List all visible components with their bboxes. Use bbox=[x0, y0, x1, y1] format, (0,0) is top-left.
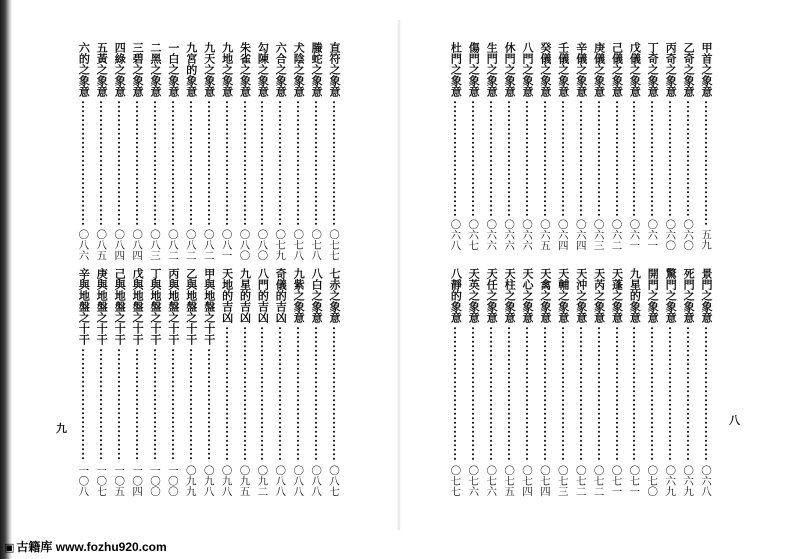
toc-dot-leader bbox=[136, 100, 138, 226]
toc-dot-leader bbox=[315, 100, 317, 226]
toc-dot-leader bbox=[633, 326, 635, 462]
toc-entry-title: 甲與地盤之十干 bbox=[202, 268, 216, 345]
toc-entry-page: 〇八一 bbox=[220, 228, 233, 260]
toc-entry-title: 己與地盤之十干 bbox=[113, 268, 127, 345]
toc-entry-title: 庚儀之象意 bbox=[592, 42, 606, 97]
toc-entry-page: 一〇五 bbox=[113, 464, 126, 496]
toc-entry-title: 天任之象意 bbox=[485, 268, 499, 323]
toc-dot-leader bbox=[297, 326, 299, 462]
toc-entry-title: 天芮之象意 bbox=[592, 268, 606, 323]
toc-entry-title: 七赤之象意 bbox=[328, 268, 341, 323]
toc-dot-leader bbox=[244, 100, 246, 226]
toc-entry-page: 〇六九 bbox=[664, 464, 677, 496]
toc-entry-title: 直符之象意 bbox=[328, 42, 341, 97]
toc-entry bbox=[664, 42, 676, 250]
toc-entry-title: 八門的吉凶 bbox=[256, 268, 270, 323]
toc-entry-page: 〇七八 bbox=[292, 228, 305, 260]
toc-entry-title: 六的之象意 bbox=[77, 42, 91, 97]
toc-entry-title: 休門之象意 bbox=[503, 42, 517, 97]
toc-dot-leader bbox=[208, 348, 210, 462]
toc-entry-page: 〇九二 bbox=[256, 464, 269, 496]
toc-entry bbox=[95, 268, 107, 496]
toc-entry-title: 八靜的象意 bbox=[449, 268, 463, 323]
toc-entry-title: 丙奇之象意 bbox=[664, 42, 678, 97]
toc-entry bbox=[203, 268, 215, 496]
toc-entry bbox=[611, 42, 623, 250]
toc-entry-page: 〇八八 bbox=[310, 464, 323, 496]
toc-entry-title: 天沖之象意 bbox=[574, 268, 588, 323]
toc-entry bbox=[221, 268, 233, 496]
toc-entry-title: 丁與地盤之十干 bbox=[149, 268, 162, 345]
toc-entry-title: 癸儀之象意 bbox=[538, 42, 552, 97]
toc-entry-page: 〇六三 bbox=[592, 218, 605, 250]
toc-dot-leader bbox=[616, 326, 618, 462]
toc-dot-leader bbox=[669, 100, 671, 216]
toc-entry-page: 〇六一 bbox=[646, 218, 659, 250]
toc-entry bbox=[167, 42, 179, 260]
toc-entry-page: 〇六八 bbox=[700, 464, 712, 496]
toc-entry bbox=[628, 268, 640, 496]
toc-entry bbox=[557, 42, 569, 250]
toc-entry-page: 〇八四 bbox=[131, 228, 144, 260]
toc-entry bbox=[449, 268, 461, 496]
toc-entry bbox=[539, 42, 551, 250]
toc-dot-leader bbox=[118, 348, 120, 462]
toc-entry-page: 〇六一 bbox=[628, 218, 641, 250]
toc-entry-title: 辛儀之象意 bbox=[574, 42, 588, 97]
toc-entry-title: 九天之象意 bbox=[202, 42, 216, 97]
toc-entry bbox=[467, 268, 479, 496]
toc-dot-leader bbox=[226, 100, 228, 226]
page-gutter bbox=[397, 20, 401, 530]
toc-entry bbox=[274, 42, 286, 260]
toc-entry-page: 〇八〇 bbox=[238, 228, 251, 260]
toc-entry bbox=[185, 268, 197, 496]
toc-dot-leader bbox=[490, 326, 492, 462]
toc-entry-title: 九宮的象意 bbox=[184, 42, 198, 97]
toc-entry-title: 乙與地盤之十干 bbox=[184, 268, 198, 345]
toc-entry bbox=[203, 42, 215, 260]
toc-entry-page: 〇七四 bbox=[521, 464, 533, 496]
toc-entry bbox=[239, 42, 251, 260]
toc-entry-page: 〇八八 bbox=[274, 464, 287, 496]
toc-entry bbox=[328, 268, 340, 496]
toc-entry bbox=[664, 268, 676, 496]
toc-entry-page: 五九 bbox=[700, 229, 712, 250]
toc-entry-title: 甲首之象意 bbox=[700, 42, 713, 97]
toc-dot-leader bbox=[669, 326, 671, 462]
toc-entry bbox=[539, 268, 551, 496]
toc-entry-title: 天地的吉凶 bbox=[220, 268, 234, 323]
toc-entry-title: 辛與地盤之十干 bbox=[77, 268, 91, 345]
toc-entry-title: 九星的象意 bbox=[628, 268, 642, 323]
toc-entry-page: 〇九八 bbox=[202, 464, 215, 496]
toc-dot-leader bbox=[526, 100, 528, 216]
toc-dot-leader bbox=[100, 348, 102, 462]
watermark-url: www.fozhu920.com bbox=[55, 540, 167, 554]
toc-entry-title: 天心之象意 bbox=[521, 268, 534, 323]
toc-dot-leader bbox=[315, 326, 317, 462]
toc-dot-leader bbox=[490, 100, 492, 216]
toc-entry-title: 開門之象意 bbox=[646, 268, 660, 323]
toc-entry bbox=[503, 268, 515, 496]
toc-dot-leader bbox=[190, 100, 192, 226]
toc-entry bbox=[131, 268, 143, 496]
toc-dot-leader bbox=[118, 100, 120, 226]
toc-entry-title: 壬儀之象意 bbox=[556, 42, 570, 97]
toc-entry-page: 〇七九 bbox=[274, 228, 287, 260]
toc-entry-title: 四綠之象意 bbox=[113, 42, 127, 97]
toc-entry-page: 〇六八 bbox=[449, 218, 462, 250]
toc-entry-page: 〇六九 bbox=[682, 464, 695, 496]
toc-dot-leader bbox=[82, 100, 84, 226]
toc-entry-page: 〇八八 bbox=[292, 464, 305, 496]
toc-dot-leader bbox=[598, 326, 600, 462]
toc-dot-leader bbox=[454, 100, 456, 216]
toc-entry-page: 〇六七 bbox=[467, 218, 480, 250]
toc-entry-title: 丁奇之象意 bbox=[646, 42, 660, 97]
toc-dot-leader bbox=[580, 100, 582, 216]
toc-entry bbox=[274, 268, 286, 496]
toc-entry bbox=[328, 42, 340, 260]
book-spine-shadow bbox=[0, 0, 15, 559]
toc-entry-title: 朱雀之象意 bbox=[238, 42, 252, 97]
watermark-footer bbox=[4, 538, 167, 555]
toc-entry-page: 〇七二 bbox=[574, 464, 587, 496]
toc-dot-leader bbox=[333, 326, 335, 462]
toc-entry-page: 〇八七 bbox=[328, 464, 340, 496]
toc-entry bbox=[113, 42, 125, 260]
toc-dot-leader bbox=[82, 348, 84, 462]
toc-entry-title: 奇儀的吉凶 bbox=[274, 268, 288, 323]
toc-entry-title: 九星的吉凶 bbox=[238, 268, 252, 323]
toc-entry-title: 傷門之象意 bbox=[467, 42, 481, 97]
toc-entry-page: 〇八五 bbox=[95, 228, 108, 260]
toc-entry bbox=[575, 42, 587, 250]
toc-entry bbox=[167, 268, 179, 496]
toc-entry-title: 杜門之象意 bbox=[449, 42, 463, 97]
toc-entry-page: 〇七七 bbox=[328, 228, 340, 260]
toc-entry bbox=[485, 268, 497, 496]
watermark-site-name: 古籍库 bbox=[16, 540, 53, 554]
toc-entry-page: 〇八二 bbox=[184, 228, 197, 260]
toc-dot-leader bbox=[598, 100, 600, 216]
toc-entry bbox=[256, 268, 268, 496]
toc-entry-page: 〇七一 bbox=[610, 464, 623, 496]
toc-entry bbox=[239, 268, 251, 496]
toc-entry-title: 死門之象意 bbox=[682, 268, 696, 323]
toc-dot-leader bbox=[279, 326, 281, 462]
toc-dot-leader bbox=[261, 100, 263, 226]
toc-entry-page: 〇七六 bbox=[467, 464, 480, 496]
toc-dot-leader bbox=[651, 326, 653, 462]
toc-entry-title: 丙與地盤之十干 bbox=[166, 268, 180, 345]
toc-entry-page: 〇七五 bbox=[503, 464, 516, 496]
toc-entry bbox=[149, 42, 161, 260]
toc-entry-page: 〇七七 bbox=[449, 464, 462, 496]
toc-entry-page: 〇九五 bbox=[238, 464, 251, 496]
toc-entry bbox=[646, 268, 658, 496]
toc-entry bbox=[310, 42, 322, 260]
page-number-right: 八 bbox=[729, 414, 740, 427]
toc-entry-page: 一〇四 bbox=[131, 464, 144, 496]
toc-entry-page: 〇八三 bbox=[149, 228, 161, 260]
toc-entry-page: 一〇八 bbox=[77, 464, 90, 496]
toc-entry bbox=[503, 42, 515, 250]
toc-entry-page: 一〇〇 bbox=[149, 464, 161, 496]
toc-entry-title: 戊儀之象意 bbox=[628, 42, 642, 97]
toc-entry-title: 生門之象意 bbox=[485, 42, 499, 97]
toc-entry-title: 己儀之象意 bbox=[610, 42, 624, 97]
toc-entry bbox=[700, 268, 712, 496]
toc-entry-page: 〇七二 bbox=[592, 464, 605, 496]
toc-entry-page: 〇六六 bbox=[503, 218, 516, 250]
page-number-left: 九 bbox=[56, 422, 67, 435]
toc-entry-title: 天蓬之象意 bbox=[610, 268, 624, 323]
toc-entry-page: 〇七四 bbox=[538, 464, 551, 496]
toc-dot-leader bbox=[154, 100, 156, 226]
toc-dot-leader bbox=[544, 326, 546, 462]
toc-entry bbox=[467, 42, 479, 250]
toc-entry bbox=[575, 268, 587, 496]
toc-entry-page: 一〇〇 bbox=[166, 464, 179, 496]
toc-entry bbox=[449, 42, 461, 250]
ancient-book-icon: ▣ bbox=[4, 542, 15, 554]
toc-entry-page: 〇六五 bbox=[538, 218, 551, 250]
toc-entry-title: 戊與地盤之十干 bbox=[131, 268, 145, 345]
toc-entry-title: 景門之象意 bbox=[700, 268, 713, 323]
toc-entry bbox=[77, 268, 89, 496]
toc-entry-title: 天英之象意 bbox=[467, 268, 481, 323]
toc-entry-title: 二黑之象意 bbox=[149, 42, 162, 97]
toc-entry bbox=[700, 42, 712, 250]
toc-entry-title: 六合之象意 bbox=[274, 42, 288, 97]
toc-dot-leader bbox=[472, 100, 474, 216]
toc-dot-leader bbox=[172, 348, 174, 462]
toc-entry bbox=[682, 42, 694, 250]
toc-dot-leader bbox=[687, 326, 689, 462]
toc-entry-title: 五黃之象意 bbox=[95, 42, 109, 97]
toc-dot-leader bbox=[261, 326, 263, 462]
toc-dot-leader bbox=[687, 100, 689, 216]
toc-entry bbox=[628, 42, 640, 250]
toc-dot-leader bbox=[580, 326, 582, 462]
toc-dot-leader bbox=[279, 100, 281, 226]
toc-dot-leader bbox=[562, 100, 564, 216]
toc-entry bbox=[557, 268, 569, 496]
toc-entry bbox=[113, 268, 125, 496]
toc-entry bbox=[521, 268, 533, 496]
toc-dot-leader bbox=[544, 100, 546, 216]
toc-entry bbox=[682, 268, 694, 496]
toc-entry-page: 〇七〇 bbox=[646, 464, 659, 496]
toc-entry-title: 螣蛇之象意 bbox=[310, 42, 324, 97]
toc-entry-title: 犬陰之象意 bbox=[292, 42, 306, 97]
toc-entry-page: 〇六〇 bbox=[664, 218, 677, 250]
toc-entry-page: 〇六四 bbox=[574, 218, 587, 250]
toc-dot-leader bbox=[244, 326, 246, 462]
toc-entry bbox=[310, 268, 322, 496]
toc-dot-leader bbox=[651, 100, 653, 216]
toc-entry-page: 〇六二 bbox=[610, 218, 623, 250]
toc-entry bbox=[593, 42, 605, 250]
toc-entry-page: 〇八二 bbox=[166, 228, 179, 260]
toc-dot-leader bbox=[633, 100, 635, 216]
toc-entry-title: 天禽之象意 bbox=[538, 268, 552, 323]
toc-entry bbox=[95, 42, 107, 260]
toc-entry-page: 〇八〇 bbox=[256, 228, 269, 260]
toc-entry-page: 〇八六 bbox=[77, 228, 90, 260]
toc-dot-leader bbox=[190, 348, 192, 462]
toc-entry-page: 〇九八 bbox=[220, 464, 233, 496]
toc-entry-page: 〇七六 bbox=[485, 464, 498, 496]
toc-entry bbox=[292, 42, 304, 260]
toc-entry-page: 〇八四 bbox=[113, 228, 126, 260]
toc-entry bbox=[521, 42, 533, 250]
toc-entry-page: 〇六六 bbox=[485, 218, 498, 250]
toc-entry-title: 天柱之象意 bbox=[503, 268, 517, 323]
toc-entry-title: 八門之象意 bbox=[521, 42, 534, 97]
toc-entry bbox=[485, 42, 497, 250]
toc-dot-leader bbox=[526, 326, 528, 462]
toc-dot-leader bbox=[508, 100, 510, 216]
toc-entry-title: 三碧之象意 bbox=[131, 42, 145, 97]
toc-dot-leader bbox=[472, 326, 474, 462]
toc-entry bbox=[292, 268, 304, 496]
toc-entry-title: 九地之象意 bbox=[220, 42, 234, 97]
toc-entry-title: 一白之象意 bbox=[166, 42, 180, 97]
toc-entry-title: 九紫之象意 bbox=[292, 268, 306, 323]
toc-entry-title: 驚門之象意 bbox=[664, 268, 678, 323]
toc-entry bbox=[256, 42, 268, 260]
toc-dot-leader bbox=[154, 348, 156, 462]
toc-entry bbox=[593, 268, 605, 496]
toc-dot-leader bbox=[172, 100, 174, 226]
toc-entry bbox=[221, 42, 233, 260]
toc-entry-page: 〇七八 bbox=[310, 228, 323, 260]
toc-entry-page: 〇九九 bbox=[184, 464, 197, 496]
toc-dot-leader bbox=[705, 100, 707, 226]
toc-dot-leader bbox=[454, 326, 456, 462]
toc-entry bbox=[131, 42, 143, 260]
toc-entry-page: 〇八二 bbox=[202, 228, 215, 260]
toc-entry bbox=[77, 42, 89, 260]
toc-entry-page: 〇七一 bbox=[628, 464, 641, 496]
toc-entry-title: 庚與地盤之十干 bbox=[95, 268, 109, 345]
toc-entry-title: 乙奇之象意 bbox=[682, 42, 696, 97]
toc-dot-leader bbox=[100, 100, 102, 226]
toc-dot-leader bbox=[297, 100, 299, 226]
toc-entry-page: 〇六六 bbox=[521, 218, 533, 250]
toc-dot-leader bbox=[705, 326, 707, 462]
toc-entry-page: 〇七三 bbox=[556, 464, 569, 496]
toc-dot-leader bbox=[333, 100, 335, 226]
toc-dot-leader bbox=[208, 100, 210, 226]
toc-entry-title: 勾陳之象意 bbox=[256, 42, 270, 97]
toc-dot-leader bbox=[226, 326, 228, 462]
toc-entry bbox=[185, 42, 197, 260]
toc-dot-leader bbox=[136, 348, 138, 462]
toc-entry-page: 〇六〇 bbox=[682, 218, 695, 250]
toc-entry bbox=[611, 268, 623, 496]
toc-dot-leader bbox=[508, 326, 510, 462]
toc-entry-title: 八白之象意 bbox=[310, 268, 324, 323]
toc-entry-page: 一〇七 bbox=[95, 464, 108, 496]
toc-entry bbox=[646, 42, 658, 250]
toc-entry-page: 〇六四 bbox=[556, 218, 569, 250]
toc-dot-leader bbox=[616, 100, 618, 216]
toc-dot-leader bbox=[562, 326, 564, 462]
toc-entry-title: 天輔之象意 bbox=[556, 268, 570, 323]
toc-entry bbox=[149, 268, 161, 496]
